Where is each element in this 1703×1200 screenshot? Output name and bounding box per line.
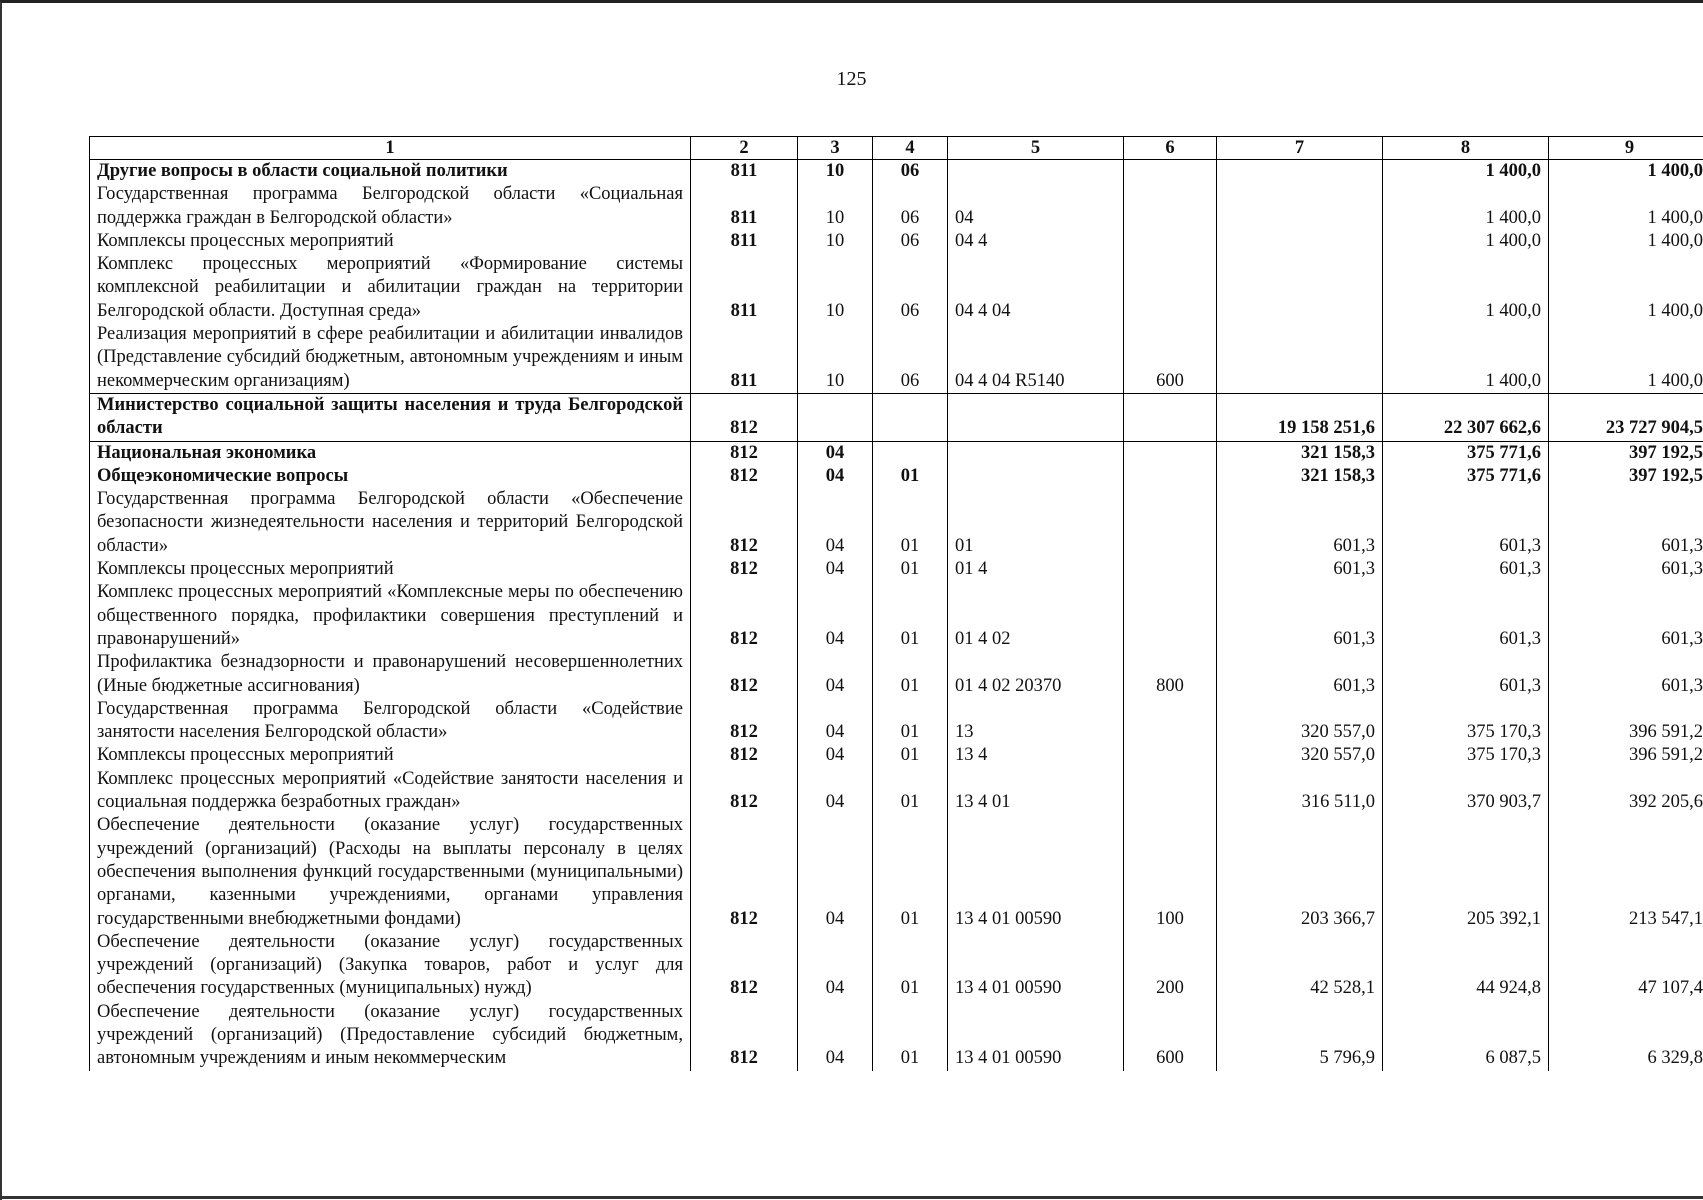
target-article-cell: 13 4 01 00590 bbox=[948, 1001, 1124, 1071]
table-row bbox=[90, 253, 1703, 323]
item-name-cell: Обеспечение деятельности (оказание услуг) государственных учреждений (организаций) (Закупка товаров, работ и услуг для обеспечения государственных (муниципальных) нужд) bbox=[90, 931, 691, 1001]
header-cell: 1 bbox=[90, 137, 691, 160]
amount-col9-cell: 601,3 bbox=[1549, 581, 1703, 651]
header-cell: 4 bbox=[873, 137, 948, 160]
item-name-cell: Комплекс процессных мероприятий «Комплексные меры по обеспечению общественного порядка, профилактики совершения преступлений и правонарушений» bbox=[90, 581, 691, 651]
target-article-cell: 13 4 01 bbox=[948, 768, 1124, 815]
amount-col7-cell: 203 366,7 bbox=[1217, 814, 1383, 930]
header-cell: 8 bbox=[1383, 137, 1549, 160]
subsection-code-cell bbox=[873, 441, 948, 465]
amount-col7-cell: 42 528,1 bbox=[1217, 931, 1383, 1001]
table-row bbox=[90, 558, 1703, 581]
amount-col7-cell: 316 511,0 bbox=[1217, 768, 1383, 815]
amount-col7-cell: 601,3 bbox=[1217, 651, 1383, 698]
section-code-cell: 04 bbox=[798, 698, 873, 745]
amount-col9-cell: 396 591,2 bbox=[1549, 744, 1703, 767]
item-name-cell: Другие вопросы в области социальной политики bbox=[90, 160, 691, 184]
amount-col8-cell: 1 400,0 bbox=[1383, 230, 1549, 253]
amount-col9-cell: 397 192,5 bbox=[1549, 441, 1703, 465]
budget-table bbox=[89, 136, 1703, 1071]
item-name-cell: Комплекс процессных мероприятий «Содействие занятости населения и социальная поддержка безработных граждан» bbox=[90, 768, 691, 815]
item-name-cell: Комплексы процессных мероприятий bbox=[90, 558, 691, 581]
amount-col7-cell: 321 158,3 bbox=[1217, 441, 1383, 465]
expense-type-cell: 800 bbox=[1124, 651, 1217, 698]
subsection-code-cell: 01 bbox=[873, 698, 948, 745]
subsection-code-cell: 01 bbox=[873, 465, 948, 488]
expense-type-cell bbox=[1124, 488, 1217, 558]
subsection-code-cell: 06 bbox=[873, 323, 948, 393]
ministry-code-cell: 811 bbox=[691, 230, 798, 253]
section-code-cell: 04 bbox=[798, 581, 873, 651]
ministry-code-cell: 812 bbox=[691, 558, 798, 581]
item-name-cell: Обеспечение деятельности (оказание услуг) государственных учреждений (организаций) (Предоставление субсидий бюджетным, автономным учреждениям и иным некоммерческим bbox=[90, 1001, 691, 1071]
header-cell: 9 bbox=[1549, 137, 1703, 160]
expense-type-cell: 100 bbox=[1124, 814, 1217, 930]
amount-col9-cell: 601,3 bbox=[1549, 488, 1703, 558]
amount-col7-cell: 19 158 251,6 bbox=[1217, 393, 1383, 441]
amount-col7-cell: 321 158,3 bbox=[1217, 465, 1383, 488]
subsection-code-cell: 01 bbox=[873, 744, 948, 767]
amount-col8-cell: 370 903,7 bbox=[1383, 768, 1549, 815]
header-cell: 2 bbox=[691, 137, 798, 160]
ministry-code-cell: 812 bbox=[691, 698, 798, 745]
ministry-code-cell: 812 bbox=[691, 465, 798, 488]
item-name-cell: Профилактика безнадзорности и правонарушений несовершеннолетних (Иные бюджетные ассигнования) bbox=[90, 651, 691, 698]
table-row bbox=[90, 768, 1703, 815]
expense-type-cell: 600 bbox=[1124, 1001, 1217, 1071]
amount-col8-cell: 375 771,6 bbox=[1383, 465, 1549, 488]
amount-col7-cell bbox=[1217, 253, 1383, 323]
section-code-cell: 04 bbox=[798, 931, 873, 1001]
subsection-code-cell: 06 bbox=[873, 230, 948, 253]
expense-type-cell bbox=[1124, 183, 1217, 230]
expense-type-cell bbox=[1124, 441, 1217, 465]
amount-col9-cell: 1 400,0 bbox=[1549, 183, 1703, 230]
item-name-cell: Министерство социальной защиты населения и труда Белгородской области bbox=[90, 393, 691, 441]
subsection-code-cell: 01 bbox=[873, 558, 948, 581]
item-name-cell: Обеспечение деятельности (оказание услуг) государственных учреждений (организаций) (Расходы на выплаты персоналу в целях обеспечения выполнения функций государственными (муниципальными) органами, казенными учреждениями, органами управления государственными внебюджетными фондами) bbox=[90, 814, 691, 930]
ministry-code-cell: 811 bbox=[691, 323, 798, 393]
ministry-code-cell: 812 bbox=[691, 1001, 798, 1071]
amount-col9-cell: 601,3 bbox=[1549, 558, 1703, 581]
ministry-code-cell: 811 bbox=[691, 160, 798, 184]
item-name-cell: Общеэкономические вопросы bbox=[90, 465, 691, 488]
section-code-cell: 10 bbox=[798, 160, 873, 184]
target-article-cell: 01 4 bbox=[948, 558, 1124, 581]
amount-col8-cell: 375 170,3 bbox=[1383, 744, 1549, 767]
section-code-cell bbox=[798, 393, 873, 441]
subsection-code-cell: 06 bbox=[873, 253, 948, 323]
ministry-code-cell: 812 bbox=[691, 488, 798, 558]
header-cell: 7 bbox=[1217, 137, 1383, 160]
section-code-cell: 04 bbox=[798, 814, 873, 930]
target-article-cell bbox=[948, 441, 1124, 465]
amount-col9-cell: 1 400,0 bbox=[1549, 253, 1703, 323]
expense-type-cell bbox=[1124, 558, 1217, 581]
item-name-cell: Государственная программа Белгородской области «Обеспечение безопасности жизнедеятельности населения и территорий Белгородской области» bbox=[90, 488, 691, 558]
target-article-cell: 04 4 bbox=[948, 230, 1124, 253]
target-article-cell bbox=[948, 465, 1124, 488]
amount-col9-cell: 6 329,8 bbox=[1549, 1001, 1703, 1071]
ministry-code-cell: 811 bbox=[691, 183, 798, 230]
target-article-cell: 04 4 04 bbox=[948, 253, 1124, 323]
subsection-code-cell: 01 bbox=[873, 931, 948, 1001]
target-article-cell: 01 4 02 bbox=[948, 581, 1124, 651]
table-row bbox=[90, 441, 1703, 465]
amount-col8-cell: 375 170,3 bbox=[1383, 698, 1549, 745]
header-cell: 6 bbox=[1124, 137, 1217, 160]
amount-col9-cell: 396 591,2 bbox=[1549, 698, 1703, 745]
item-name-cell: Комплекс процессных мероприятий «Формирование системы комплексной реабилитации и абилитации граждан на территории Белгородской области. Доступная среда» bbox=[90, 253, 691, 323]
amount-col7-cell bbox=[1217, 183, 1383, 230]
expense-type-cell bbox=[1124, 230, 1217, 253]
section-code-cell: 04 bbox=[798, 558, 873, 581]
table-row bbox=[90, 160, 1703, 184]
amount-col8-cell: 44 924,8 bbox=[1383, 931, 1549, 1001]
table-row bbox=[90, 651, 1703, 698]
section-code-cell: 10 bbox=[798, 183, 873, 230]
amount-col7-cell: 320 557,0 bbox=[1217, 744, 1383, 767]
amount-col8-cell: 601,3 bbox=[1383, 581, 1549, 651]
section-code-cell: 04 bbox=[798, 651, 873, 698]
page-number: 125 bbox=[836, 68, 867, 90]
subsection-code-cell: 01 bbox=[873, 581, 948, 651]
table-row bbox=[90, 744, 1703, 767]
target-article-cell: 04 4 04 R5140 bbox=[948, 323, 1124, 393]
section-code-cell: 10 bbox=[798, 323, 873, 393]
header-row bbox=[90, 137, 1703, 160]
item-name-cell: Национальная экономика bbox=[90, 441, 691, 465]
expense-type-cell bbox=[1124, 768, 1217, 815]
amount-col7-cell bbox=[1217, 230, 1383, 253]
amount-col8-cell: 1 400,0 bbox=[1383, 183, 1549, 230]
amount-col9-cell: 47 107,4 bbox=[1549, 931, 1703, 1001]
table-body bbox=[90, 160, 1703, 1071]
amount-col9-cell: 1 400,0 bbox=[1549, 160, 1703, 184]
amount-col8-cell: 6 087,5 bbox=[1383, 1001, 1549, 1071]
ministry-code-cell: 812 bbox=[691, 651, 798, 698]
expense-type-cell bbox=[1124, 393, 1217, 441]
item-name-cell: Государственная программа Белгородской области «Социальная поддержка граждан в Белгородской области» bbox=[90, 183, 691, 230]
amount-col7-cell: 601,3 bbox=[1217, 581, 1383, 651]
item-name-cell: Реализация мероприятий в сфере реабилитации и абилитации инвалидов (Представление субсидий бюджетным, автономным учреждениям и иным некоммерческим организациям) bbox=[90, 323, 691, 393]
section-code-cell: 04 bbox=[798, 1001, 873, 1071]
target-article-cell: 13 4 01 00590 bbox=[948, 931, 1124, 1001]
section-code-cell: 04 bbox=[798, 768, 873, 815]
table-row bbox=[90, 814, 1703, 930]
table-row bbox=[90, 465, 1703, 488]
table-row bbox=[90, 931, 1703, 1001]
subsection-code-cell: 01 bbox=[873, 1001, 948, 1071]
subsection-code-cell bbox=[873, 393, 948, 441]
expense-type-cell bbox=[1124, 160, 1217, 184]
target-article-cell: 13 bbox=[948, 698, 1124, 745]
section-code-cell: 10 bbox=[798, 253, 873, 323]
amount-col8-cell: 22 307 662,6 bbox=[1383, 393, 1549, 441]
table-row bbox=[90, 488, 1703, 558]
expense-type-cell: 200 bbox=[1124, 931, 1217, 1001]
section-code-cell: 04 bbox=[798, 465, 873, 488]
amount-col8-cell: 375 771,6 bbox=[1383, 441, 1549, 465]
subsection-code-cell: 06 bbox=[873, 160, 948, 184]
amount-col9-cell: 397 192,5 bbox=[1549, 465, 1703, 488]
table-row bbox=[90, 698, 1703, 745]
header-cell: 3 bbox=[798, 137, 873, 160]
expense-type-cell bbox=[1124, 698, 1217, 745]
table-row bbox=[90, 230, 1703, 253]
target-article-cell: 01 4 02 20370 bbox=[948, 651, 1124, 698]
amount-col7-cell: 601,3 bbox=[1217, 488, 1383, 558]
amount-col7-cell bbox=[1217, 323, 1383, 393]
item-name-cell: Государственная программа Белгородской области «Содействие занятости населения Белгородской области» bbox=[90, 698, 691, 745]
section-code-cell: 04 bbox=[798, 441, 873, 465]
ministry-code-cell: 812 bbox=[691, 744, 798, 767]
amount-col9-cell: 213 547,1 bbox=[1549, 814, 1703, 930]
amount-col8-cell: 1 400,0 bbox=[1383, 253, 1549, 323]
ministry-code-cell: 812 bbox=[691, 581, 798, 651]
target-article-cell: 13 4 01 00590 bbox=[948, 814, 1124, 930]
ministry-code-cell: 812 bbox=[691, 768, 798, 815]
amount-col9-cell: 23 727 904,5 bbox=[1549, 393, 1703, 441]
subsection-code-cell: 01 bbox=[873, 488, 948, 558]
amount-col7-cell: 5 796,9 bbox=[1217, 1001, 1383, 1071]
amount-col9-cell: 1 400,0 bbox=[1549, 323, 1703, 393]
ministry-code-cell: 811 bbox=[691, 253, 798, 323]
target-article-cell: 01 bbox=[948, 488, 1124, 558]
table-row bbox=[90, 323, 1703, 393]
amount-col8-cell: 601,3 bbox=[1383, 558, 1549, 581]
target-article-cell bbox=[948, 393, 1124, 441]
header-cell: 5 bbox=[948, 137, 1124, 160]
table-row bbox=[90, 183, 1703, 230]
amount-col9-cell: 601,3 bbox=[1549, 651, 1703, 698]
subsection-code-cell: 01 bbox=[873, 651, 948, 698]
table-row bbox=[90, 581, 1703, 651]
target-article-cell: 13 4 bbox=[948, 744, 1124, 767]
amount-col8-cell: 205 392,1 bbox=[1383, 814, 1549, 930]
amount-col9-cell: 392 205,6 bbox=[1549, 768, 1703, 815]
ministry-code-cell: 812 bbox=[691, 931, 798, 1001]
section-code-cell: 10 bbox=[798, 230, 873, 253]
amount-col7-cell bbox=[1217, 160, 1383, 184]
item-name-cell: Комплексы процессных мероприятий bbox=[90, 744, 691, 767]
subsection-code-cell: 01 bbox=[873, 768, 948, 815]
amount-col8-cell: 601,3 bbox=[1383, 488, 1549, 558]
amount-col9-cell: 1 400,0 bbox=[1549, 230, 1703, 253]
ministry-code-cell: 812 bbox=[691, 393, 798, 441]
expense-type-cell bbox=[1124, 253, 1217, 323]
expense-type-cell bbox=[1124, 744, 1217, 767]
ministry-code-cell: 812 bbox=[691, 814, 798, 930]
item-name-cell: Комплексы процессных мероприятий bbox=[90, 230, 691, 253]
table-row bbox=[90, 393, 1703, 441]
section-code-cell: 04 bbox=[798, 488, 873, 558]
target-article-cell: 04 bbox=[948, 183, 1124, 230]
amount-col8-cell: 1 400,0 bbox=[1383, 323, 1549, 393]
expense-type-cell bbox=[1124, 465, 1217, 488]
amount-col7-cell: 601,3 bbox=[1217, 558, 1383, 581]
expense-type-cell bbox=[1124, 581, 1217, 651]
section-code-cell: 04 bbox=[798, 744, 873, 767]
amount-col8-cell: 1 400,0 bbox=[1383, 160, 1549, 184]
amount-col7-cell: 320 557,0 bbox=[1217, 698, 1383, 745]
expense-type-cell: 600 bbox=[1124, 323, 1217, 393]
amount-col8-cell: 601,3 bbox=[1383, 651, 1549, 698]
page-bottom-edge bbox=[0, 1196, 1703, 1199]
table-row bbox=[90, 1001, 1703, 1071]
subsection-code-cell: 06 bbox=[873, 183, 948, 230]
ministry-code-cell: 812 bbox=[691, 441, 798, 465]
target-article-cell bbox=[948, 160, 1124, 184]
subsection-code-cell: 01 bbox=[873, 814, 948, 930]
